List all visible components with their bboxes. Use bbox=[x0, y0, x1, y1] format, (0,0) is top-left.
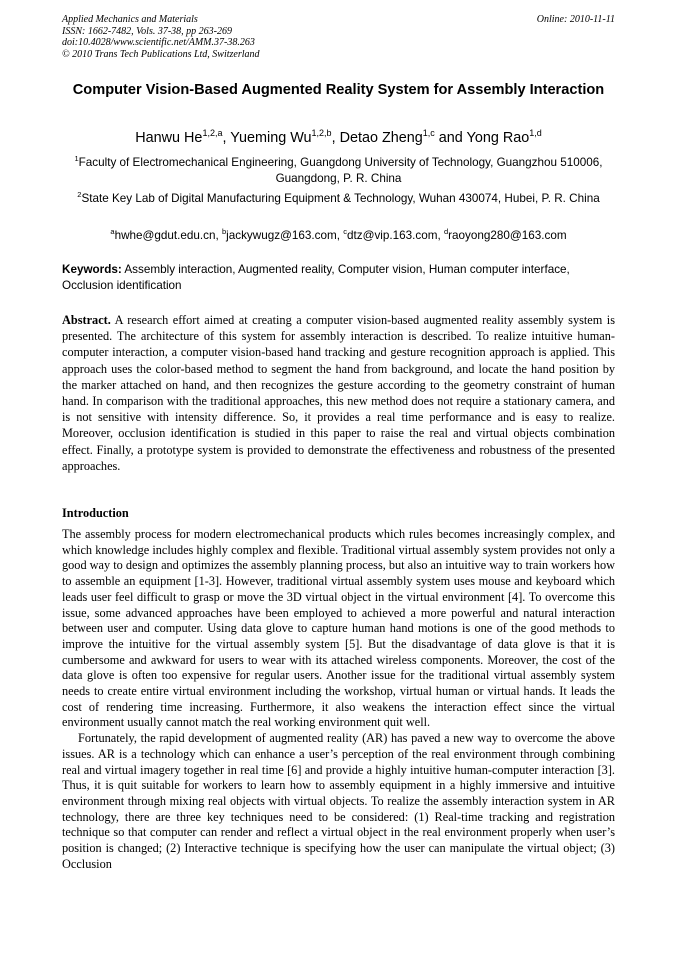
paragraph: The assembly process for modern electromechanical products which rules becomes increasingly complex, and which knowledge includes highly complex and flexible. Traditional virtual assembly system provides not only a good way to design and optimizes the assembly planning process, but also an intuitive way to train workers how to assemble an equipment [1-3]. However, traditional virtual assembly system uses mouse and keyboard which leads user feel difficult to grasp or move the 3D virtual object in the virtual environment [4]. To overcome this issue, some advanced approaches have been employed to achieved a more powerful and natural interaction between user and computer. Using data glove to capture human hand motions is one of the good methods to improve the intuitive for the virtual assembly system [5]. But the disadvantage of data glove is that it is cumbersome and awkward for users to wear with its attached wireless components. Moreover, the cost of the data glove is often too expensive for regular users. Another issue for the traditional virtual assembly system needs to create entire virtual environment including the workshop, virtual human or virtual hands. It leads the cost of rendering time increasing. Furthermore, it also weakens the interaction effect since the virtual environment usually cannot match the real working environment quit well. bbox=[62, 527, 615, 730]
keywords-label: Keywords: bbox=[62, 263, 122, 276]
email-link[interactable]: jackywugz@163.com bbox=[226, 229, 337, 242]
author-list bbox=[62, 129, 615, 147]
keywords bbox=[62, 262, 615, 293]
abstract-label: Abstract. bbox=[62, 313, 111, 327]
keywords-text: Assembly interaction, Augmented reality, Computer vision, Human computer interface, Occlusion identification bbox=[62, 263, 570, 292]
author: Yong Rao$^{1,d}$ bbox=[466, 128, 542, 146]
abstract-text: A research effort aimed at creating a computer vision-based augmented reality assembly system is presented. The architecture of this system for assembly interaction is described. To realize intuitive human-computer interaction, a computer vision-based hand tracking and gesture recognition approach is applied. This approach uses the color-based method to segment the hand from background, and locate the hand position by the marker attached on hand, and then recognizes the gesture according to the geometry constraint of human hand. In comparison with the traditional approaches, this new method does not require a stationary camera, and is not sensitive with intensity difference. So, it provides a real time performance and is easy to realize. Moreover, occlusion identification is studied in this paper to raise the real and virtual objects combination effect. Finally, a prototype system is provided to demonstrate the effectiveness and robustness of the presented approaches. bbox=[62, 313, 615, 473]
email-list: $^a$hwhe@gdut.edu.cn, $^b$jackywugz@163.com, $^c$dtz@vip.163.com, $^d$raoyong280@163.com bbox=[110, 227, 567, 242]
journal-header bbox=[62, 14, 615, 60]
affiliation-1: $^1$Faculty of Electromechanical Engineering, Guangdong University of Technology, Guangzhou 510006, Guangdong, P. R. China bbox=[74, 154, 603, 185]
online-date: Online: 2010-11-11 bbox=[536, 14, 615, 25]
issn-line: ISSN: 1662-7482, Vols. 37-38, pp 263-269 bbox=[62, 25, 232, 37]
paragraph: Fortunately, the rapid development of augmented reality (AR) has paved a new way to overcome the above issues. AR is a technology which can enhance a user’s perception of the real environment through combining real and virtual imagery together in real time [6] and provide a highly intuitive human-computer interaction [3]. Thus, it is quit suitable for workers to learn how to assembly equipment in a highly immersive and intuitive environment through mixing real objects with virtual objects. To realize the assembly interaction system in AR technology, there are three key techniques need to be considered: (1) Real-time tracking and registration technique so that computer can render and reflect a virtual object in the real environment properly when user’s position is changed; (2) Interactive technique is specifying how the user can manipulate the virtual object; (3) Occlusion bbox=[62, 731, 615, 871]
affiliation-2: $^2$State Key Lab of Digital Manufacturing Equipment & Technology, Wuhan 430074, Hubei, P. R. China bbox=[77, 190, 600, 205]
section-heading-introduction: Introduction bbox=[62, 506, 129, 520]
author: Hanwu He$^{1,2,a}$, bbox=[135, 128, 231, 146]
journal-name: Applied Mechanics and Materials bbox=[62, 14, 198, 25]
author: Detao Zheng$^{1,c}$ and bbox=[339, 128, 467, 146]
email-link[interactable]: dtz@vip.163.com bbox=[347, 229, 438, 242]
abstract bbox=[62, 312, 615, 474]
doi-line: doi:10.4028/www.scientific.net/AMM.37-38.263 bbox=[62, 37, 255, 49]
email-link[interactable]: raoyong280@163.com bbox=[448, 229, 567, 242]
email-link[interactable]: hwhe@gdut.edu.cn bbox=[114, 229, 216, 242]
copyright-line: © 2010 Trans Tech Publications Ltd, Switzerland bbox=[62, 48, 260, 60]
paper-title: Computer Vision-Based Augmented Reality System for Assembly Interaction bbox=[72, 82, 605, 98]
introduction-body bbox=[62, 527, 615, 872]
author: Yueming Wu$^{1,2,b}$, bbox=[230, 128, 340, 146]
